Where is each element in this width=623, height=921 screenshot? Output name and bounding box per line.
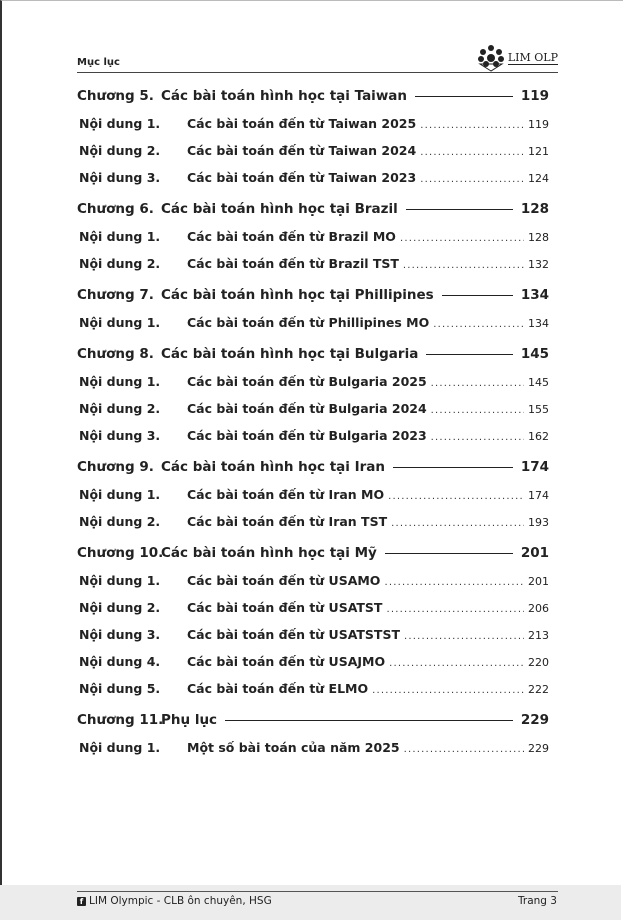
toc-chapter-section — [77, 88, 549, 191]
chapter-number: Chương 7. — [77, 287, 154, 303]
toc-item-row[interactable] — [77, 621, 549, 648]
item-title: Các bài toán đến từ Brazil MO — [187, 229, 396, 244]
item-title: Các bài toán đến từ USATSTST — [187, 627, 400, 642]
dot-leader — [420, 112, 524, 139]
toc-chapter-row[interactable] — [77, 88, 549, 110]
item-page: 229 — [528, 742, 549, 755]
toc-chapter-row[interactable] — [77, 287, 549, 309]
toc-chapter-section — [77, 346, 549, 449]
page-header — [77, 48, 558, 73]
footer-left — [77, 895, 272, 907]
toc-chapter-row[interactable] — [77, 545, 549, 567]
item-number: Nội dung 4. — [79, 654, 161, 669]
toc-item-row[interactable] — [77, 137, 549, 164]
item-number: Nội dung 1. — [79, 573, 161, 588]
toc-item-row[interactable] — [77, 594, 549, 621]
item-title: Các bài toán đến từ Iran MO — [187, 487, 385, 502]
chapter-title: Phụ lục — [161, 712, 218, 728]
dot-leader — [386, 596, 524, 623]
footer-rule — [77, 891, 558, 892]
item-number: Nội dung 1. — [79, 229, 161, 244]
item-page: 119 — [528, 118, 549, 131]
dot-leader — [431, 424, 524, 451]
chapter-leader-rule — [385, 553, 513, 554]
chapter-page: 128 — [520, 201, 549, 217]
toc-item-row[interactable] — [77, 508, 549, 535]
toc-item-row[interactable] — [77, 309, 549, 336]
item-page: 145 — [528, 376, 549, 389]
toc-item-row[interactable] — [77, 675, 549, 702]
toc-item-row[interactable] — [77, 395, 549, 422]
toc-item-row[interactable] — [77, 734, 549, 761]
item-number: Nội dung 1. — [79, 315, 161, 330]
toc-chapter-section — [77, 545, 549, 702]
chapter-number: Chương 10. — [77, 545, 164, 561]
item-number: Nội dung 2. — [79, 143, 161, 158]
dot-leader — [404, 623, 524, 650]
chapter-leader-rule — [426, 354, 513, 355]
item-page: 201 — [528, 575, 549, 588]
facebook-icon: f — [77, 897, 86, 906]
item-number: Nội dung 1. — [79, 374, 161, 389]
toc-item-row[interactable] — [77, 567, 549, 594]
item-title: Các bài toán đến từ Taiwan 2023 — [187, 170, 417, 185]
chapter-page: 174 — [520, 459, 549, 475]
item-number: Nội dung 5. — [79, 681, 161, 696]
item-page: 132 — [528, 258, 549, 271]
chapter-title: Các bài toán hình học tại Brazil — [161, 201, 398, 217]
item-title: Một số bài toán của năm 2025 — [187, 740, 400, 755]
item-page: 162 — [528, 430, 549, 443]
item-page: 128 — [528, 231, 549, 244]
chapter-title: Các bài toán hình học tại Phillipines — [161, 287, 434, 303]
item-number: Nội dung 1. — [79, 116, 161, 131]
dot-leader — [400, 225, 524, 252]
item-page: 155 — [528, 403, 549, 416]
item-title: Các bài toán đến từ Bulgaria 2024 — [187, 401, 427, 416]
toc-item-row[interactable] — [77, 481, 549, 508]
toc-chapter-row[interactable] — [77, 201, 549, 223]
item-number: Nội dung 2. — [79, 514, 161, 529]
item-page: 121 — [528, 145, 549, 158]
toc-item-row[interactable] — [77, 648, 549, 675]
header-title: Mục lục — [77, 57, 120, 68]
chapter-number: Chương 8. — [77, 346, 154, 362]
page-number: Trang 3 — [518, 895, 557, 907]
logo-text: LIM OLP — [507, 50, 558, 64]
item-page: 134 — [528, 317, 549, 330]
item-title: Các bài toán đến từ Phillipines MO — [187, 315, 430, 330]
item-title: Các bài toán đến từ USAJMO — [187, 654, 386, 669]
chapter-number: Chương 5. — [77, 88, 154, 104]
chapter-page: 119 — [520, 88, 549, 104]
dot-leader — [384, 569, 524, 596]
item-title: Các bài toán đến từ Brazil TST — [187, 256, 399, 271]
item-number: Nội dung 3. — [79, 627, 161, 642]
item-title: Các bài toán đến từ USATST — [187, 600, 383, 615]
footer-left-text: LIM Olympic - CLB ôn chuyên, HSG — [89, 895, 272, 907]
toc-item-row[interactable] — [77, 223, 549, 250]
toc-chapter-row[interactable] — [77, 346, 549, 368]
item-page: 206 — [528, 602, 549, 615]
item-page: 193 — [528, 516, 549, 529]
dot-leader — [431, 370, 524, 397]
chapter-page: 134 — [520, 287, 549, 303]
chapter-title: Các bài toán hình học tại Iran — [161, 459, 386, 475]
chapter-number: Chương 11. — [77, 712, 164, 728]
dot-leader — [372, 677, 524, 704]
chapter-number: Chương 6. — [77, 201, 154, 217]
chapter-leader-rule — [393, 467, 513, 468]
chapter-leader-rule — [406, 209, 513, 210]
item-page: 220 — [528, 656, 549, 669]
dot-leader — [403, 252, 524, 279]
item-number: Nội dung 1. — [79, 740, 161, 755]
lim-olp-logo — [473, 44, 558, 72]
dot-leader — [391, 510, 524, 537]
toc-item-row[interactable] — [77, 110, 549, 137]
logo-molecule-icon — [477, 44, 505, 72]
toc-chapter-section — [77, 201, 549, 277]
item-title: Các bài toán đến từ Taiwan 2024 — [187, 143, 417, 158]
item-number: Nội dung 2. — [79, 401, 161, 416]
dot-leader — [420, 166, 524, 193]
chapter-leader-rule — [442, 295, 513, 296]
toc-chapter-section — [77, 287, 549, 336]
toc-chapter-row[interactable] — [77, 712, 549, 734]
chapter-title: Các bài toán hình học tại Bulgaria — [161, 346, 419, 362]
toc-item-row[interactable] — [77, 164, 549, 191]
chapter-page: 201 — [520, 545, 549, 561]
item-page: 124 — [528, 172, 549, 185]
dot-leader — [404, 736, 524, 763]
item-page: 174 — [528, 489, 549, 502]
item-page: 213 — [528, 629, 549, 642]
item-title: Các bài toán đến từ Bulgaria 2023 — [187, 428, 427, 443]
table-of-contents — [77, 88, 549, 761]
chapter-page: 229 — [520, 712, 549, 728]
chapter-number: Chương 9. — [77, 459, 154, 475]
item-title: Các bài toán đến từ ELMO — [187, 681, 369, 696]
item-number: Nội dung 3. — [79, 170, 161, 185]
item-number: Nội dung 3. — [79, 428, 161, 443]
toc-chapter-section — [77, 712, 549, 761]
toc-chapter-section — [77, 459, 549, 535]
chapter-title: Các bài toán hình học tại Mỹ — [161, 545, 377, 561]
dot-leader — [388, 483, 524, 510]
chapter-leader-rule — [225, 720, 513, 721]
dot-leader — [433, 311, 524, 338]
toc-item-row[interactable] — [77, 368, 549, 395]
item-number: Nội dung 1. — [79, 487, 161, 502]
item-number: Nội dung 2. — [79, 600, 161, 615]
chapter-title: Các bài toán hình học tại Taiwan — [161, 88, 408, 104]
toc-chapter-row[interactable] — [77, 459, 549, 481]
chapter-leader-rule — [415, 96, 513, 97]
dot-leader — [420, 139, 524, 166]
item-number: Nội dung 2. — [79, 256, 161, 271]
chapter-page: 145 — [520, 346, 549, 362]
item-page: 222 — [528, 683, 549, 696]
dot-leader — [431, 397, 524, 424]
item-title: Các bài toán đến từ USAMO — [187, 573, 381, 588]
toc-item-row[interactable] — [77, 422, 549, 449]
item-title: Các bài toán đến từ Iran TST — [187, 514, 388, 529]
item-title: Các bài toán đến từ Bulgaria 2025 — [187, 374, 427, 389]
toc-item-row[interactable] — [77, 250, 549, 277]
dot-leader — [389, 650, 524, 677]
item-title: Các bài toán đến từ Taiwan 2025 — [187, 116, 417, 131]
